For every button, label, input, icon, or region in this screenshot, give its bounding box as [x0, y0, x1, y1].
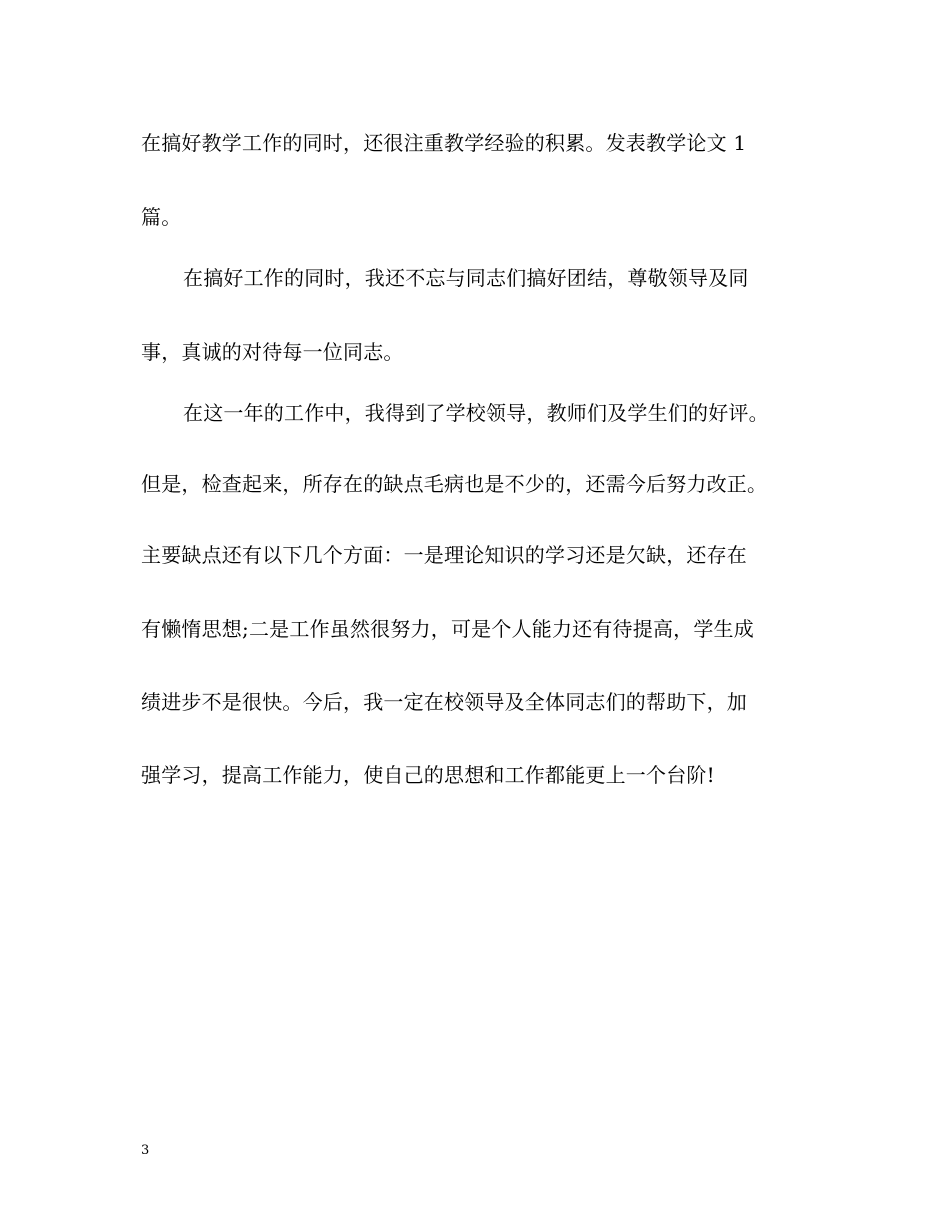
- text-line: 有懒惰思想;二是工作虽然很努力，可是个人能力还有待提高，学生成: [141, 617, 754, 641]
- text-line: 篇。: [141, 205, 182, 229]
- text-line: 但是，检查起来，所存在的缺点毛病也是不少的，还需今后努力改正。: [141, 472, 768, 496]
- text-line: 主要缺点还有以下几个方面：一是理论知识的学习还是欠缺，还存在: [141, 543, 747, 567]
- text-line: 在搞好教学工作的同时，还很注重教学经验的积累。发表教学论文 1: [141, 131, 747, 155]
- text-line: 在这一年的工作中，我得到了学校领导，教师们及学生们的好评。: [183, 401, 769, 425]
- text-line: 事，真诚的对待每一位同志。: [141, 340, 404, 364]
- page-number: 3: [141, 1143, 150, 1158]
- text-line: 在搞好工作的同时，我还不忘与同志们搞好团结，尊敬领导及同: [183, 266, 749, 290]
- text-line: 强学习，提高工作能力，使自己的思想和工作都能更上一个台阶!: [141, 763, 715, 787]
- text-line: 绩进步不是很快。今后，我一定在校领导及全体同志们的帮助下，加: [141, 690, 747, 714]
